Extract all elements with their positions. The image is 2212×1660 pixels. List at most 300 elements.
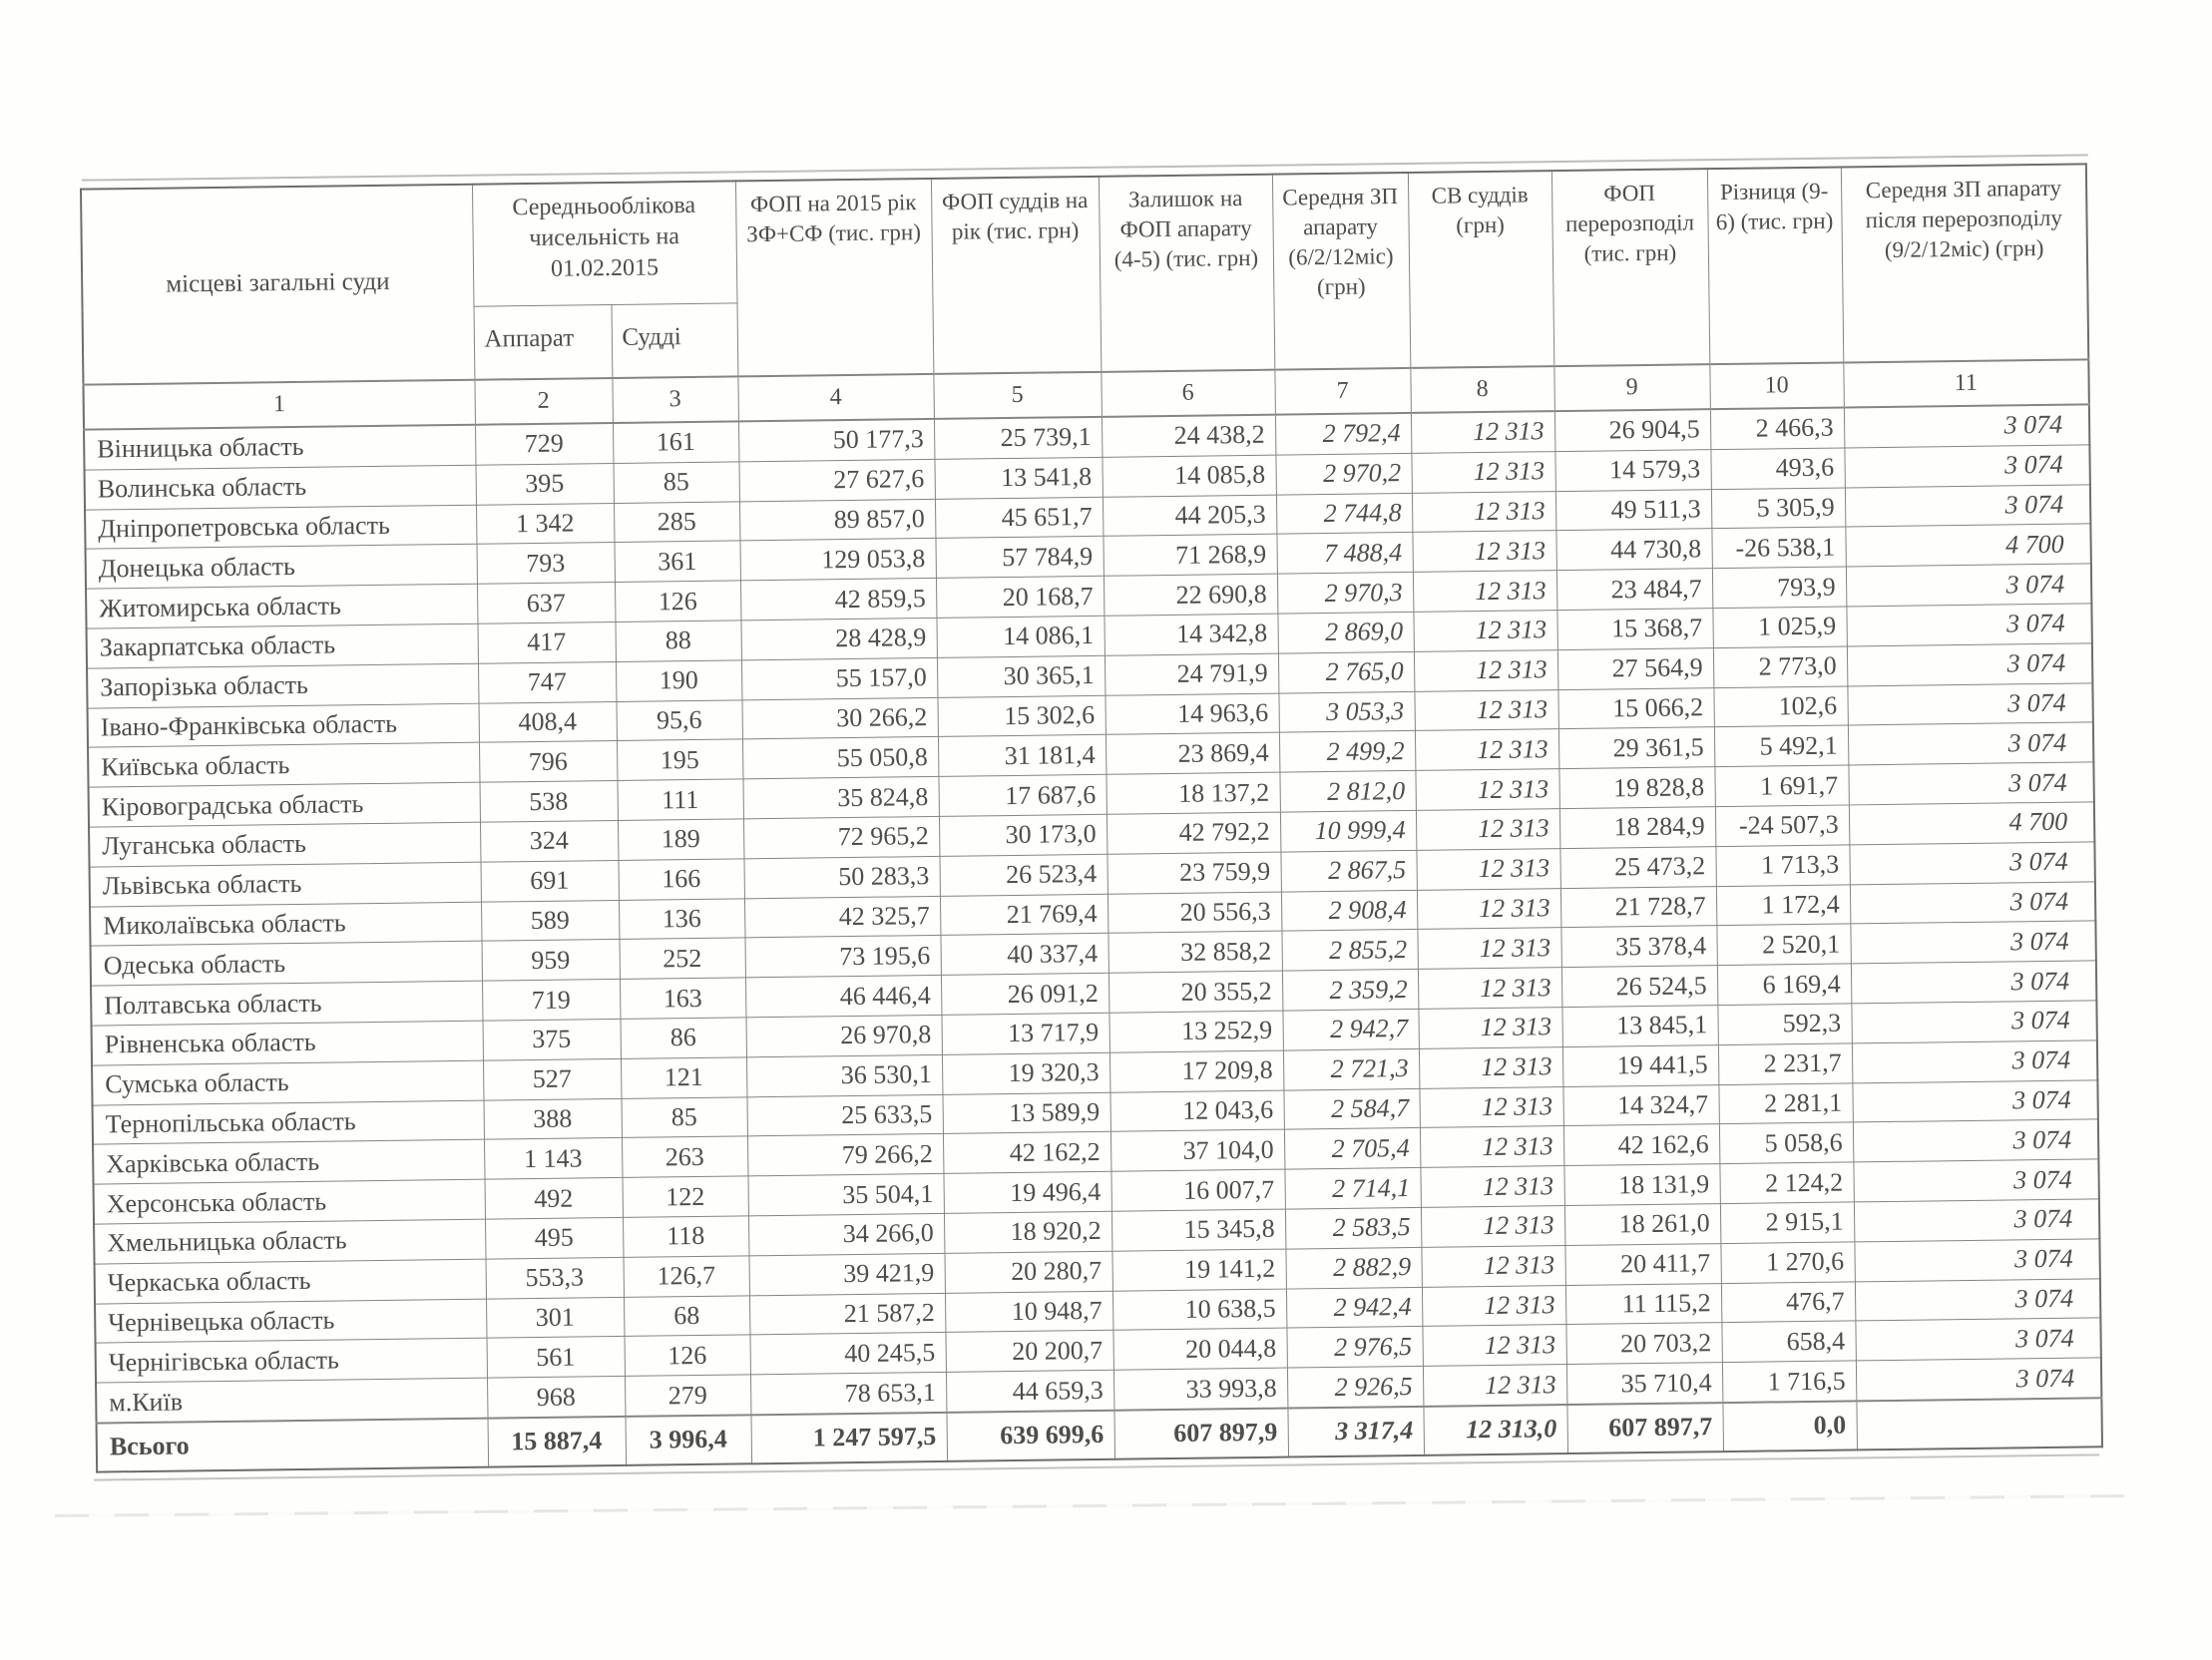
value-cell: 19 828,8 — [1558, 767, 1714, 809]
value-cell: 3 317,4 — [1287, 1407, 1424, 1457]
header-apparatus: Аппарат — [474, 304, 613, 380]
value-cell: 15 302,6 — [937, 695, 1105, 737]
value-cell: 12 313 — [1419, 1086, 1562, 1128]
value-cell: 2 942,4 — [1286, 1287, 1422, 1329]
value-cell: 19 496,4 — [943, 1171, 1110, 1213]
value-cell: 729 — [475, 423, 613, 465]
value-cell: 3 074 — [1852, 1040, 2097, 1083]
value-cell: 3 074 — [1846, 564, 2091, 607]
value-cell: 118 — [623, 1216, 748, 1257]
value-cell: 3 074 — [1845, 484, 2090, 527]
value-cell: 12 313 — [1417, 928, 1560, 970]
region-cell: Рівненська область — [92, 1021, 483, 1065]
value-cell: 2 721,3 — [1283, 1048, 1419, 1090]
value-cell: 20 556,3 — [1107, 892, 1281, 934]
header-judges: Судді — [611, 302, 737, 378]
value-cell: 3 074 — [1848, 722, 2093, 765]
value-cell: 22 690,8 — [1104, 574, 1277, 616]
region-cell: Запорізька область — [87, 663, 478, 708]
value-cell: 121 — [621, 1057, 746, 1098]
value-cell: 19 441,5 — [1562, 1044, 1718, 1086]
value-cell: 3 074 — [1850, 881, 2095, 924]
value-cell: 527 — [483, 1058, 621, 1100]
header-difference: Різниця (9-6) (тис. грн) — [1707, 168, 1843, 365]
value-cell: 20 044,8 — [1112, 1328, 1286, 1370]
value-cell: 44 659,3 — [946, 1370, 1113, 1412]
value-cell: 57 784,9 — [935, 537, 1103, 579]
value-cell: 12 313 — [1417, 888, 1560, 930]
value-cell: 71 268,9 — [1103, 535, 1276, 577]
value-cell: 12 313 — [1423, 1365, 1566, 1407]
value-cell: 3 074 — [1844, 404, 2089, 447]
header-region: місцеві загальні суди — [81, 185, 474, 385]
region-cell: Вінницька область — [84, 425, 475, 470]
value-cell: 607 897,9 — [1113, 1408, 1288, 1458]
value-cell: 73 195,6 — [744, 936, 940, 978]
value-cell: 122 — [622, 1176, 747, 1217]
region-cell: Всього — [97, 1419, 489, 1472]
value-cell: 3 074 — [1850, 921, 2095, 964]
value-cell: 2 466,3 — [1710, 407, 1844, 449]
column-number: 7 — [1274, 368, 1411, 415]
region-cell: Одеська область — [91, 942, 482, 987]
value-cell: 42 325,7 — [744, 896, 940, 938]
region-cell: Миколаївська область — [90, 902, 481, 947]
value-cell: 45 651,7 — [935, 497, 1103, 539]
value-cell: 17 687,6 — [938, 774, 1106, 816]
value-cell: 35 710,4 — [1566, 1363, 1722, 1405]
header-avg-salary-after: Середня ЗП апарату після перерозподілу (9/2/12міс) (грн) — [1841, 164, 2088, 362]
region-cell: Житомирська область — [86, 584, 477, 628]
column-number: 9 — [1553, 364, 1710, 411]
value-cell: 3 074 — [1847, 643, 2092, 686]
value-cell: 14 963,6 — [1105, 693, 1278, 735]
value-cell: 12 313 — [1418, 968, 1561, 1010]
value-cell: 417 — [478, 622, 616, 663]
value-cell: 32 858,2 — [1107, 931, 1281, 973]
value-cell: 12 313 — [1412, 531, 1555, 573]
value-cell: 14 342,8 — [1104, 614, 1277, 655]
value-cell: 5 058,6 — [1719, 1122, 1853, 1163]
value-cell: 24 438,2 — [1102, 415, 1275, 457]
value-cell: 793,9 — [1712, 567, 1846, 608]
region-cell: Хмельницька область — [94, 1219, 485, 1264]
value-cell: 42 792,2 — [1106, 812, 1280, 854]
value-cell: 2 792,4 — [1275, 413, 1411, 455]
value-cell: 195 — [617, 739, 742, 780]
value-cell: 37 104,0 — [1110, 1129, 1284, 1171]
value-cell: 15 887,4 — [488, 1417, 627, 1467]
value-cell: 12 313,0 — [1423, 1405, 1567, 1455]
value-cell: 34 266,0 — [748, 1213, 944, 1255]
value-cell: 86 — [620, 1018, 745, 1058]
value-cell: 111 — [617, 779, 742, 820]
value-cell: 301 — [486, 1297, 624, 1339]
value-cell: 30 173,0 — [939, 814, 1106, 856]
value-cell: 2 869,0 — [1277, 612, 1413, 653]
value-cell: 2 882,9 — [1285, 1247, 1421, 1289]
value-cell: 18 920,2 — [944, 1211, 1111, 1253]
value-cell: 13 717,9 — [941, 1013, 1108, 1054]
table-body — [84, 404, 2102, 1471]
value-cell: 20 355,2 — [1108, 971, 1282, 1013]
value-cell: 23 759,9 — [1106, 852, 1280, 894]
value-cell: 263 — [622, 1136, 747, 1177]
region-cell: Кіровоградська область — [89, 782, 480, 827]
value-cell: 639 699,6 — [946, 1411, 1114, 1461]
value-cell: 25 739,1 — [934, 417, 1102, 459]
header-sv-judges: СВ суддів (грн) — [1408, 171, 1553, 368]
value-cell: 189 — [618, 819, 743, 860]
value-cell: 4 700 — [1845, 524, 2090, 567]
value-cell: 42 162,6 — [1563, 1124, 1719, 1166]
value-cell: 163 — [620, 978, 745, 1019]
value-cell: 13 589,9 — [942, 1092, 1109, 1134]
value-cell: 50 283,3 — [743, 856, 939, 898]
region-cell: Закарпатська область — [87, 623, 478, 668]
value-cell: 796 — [479, 741, 617, 783]
value-cell: 2 359,2 — [1282, 970, 1418, 1012]
value-cell: 375 — [483, 1019, 621, 1060]
value-cell: 5 492,1 — [1714, 725, 1848, 766]
value-cell: 538 — [480, 781, 618, 823]
value-cell: 2 584,7 — [1283, 1088, 1419, 1130]
value-cell: 11 115,2 — [1565, 1283, 1721, 1325]
column-number: 11 — [1843, 359, 2089, 407]
value-cell: 26 904,5 — [1554, 409, 1710, 451]
region-cell: Херсонська область — [94, 1179, 485, 1224]
value-cell: 747 — [478, 661, 616, 703]
value-cell: 12 313 — [1413, 611, 1556, 652]
value-cell: 252 — [619, 938, 744, 979]
value-cell: 492 — [485, 1178, 623, 1220]
value-cell: 15 368,7 — [1556, 609, 1712, 650]
value-cell: 2 583,5 — [1285, 1207, 1421, 1249]
value-cell: 408,4 — [479, 701, 617, 743]
value-cell: 23 869,4 — [1106, 732, 1279, 774]
region-cell: Донецька область — [86, 545, 477, 590]
region-cell: Дніпропетровська область — [85, 505, 476, 550]
header-avg-salary: Середня ЗП апарату (6/2/12міс) (грн) — [1272, 173, 1410, 370]
value-cell: 607 897,7 — [1566, 1403, 1723, 1453]
value-cell: 2 908,4 — [1281, 890, 1417, 932]
value-cell: 129 053,8 — [739, 539, 935, 581]
region-cell: Чернігівська область — [96, 1338, 487, 1383]
value-cell: 18 284,9 — [1559, 807, 1715, 849]
value-cell: 35 504,1 — [747, 1174, 943, 1216]
value-cell: 3 074 — [1851, 1001, 2096, 1043]
value-cell: 14 085,8 — [1102, 455, 1275, 497]
value-cell: 40 245,5 — [749, 1333, 945, 1375]
column-number: 10 — [1709, 362, 1844, 409]
value-cell: 1 713,3 — [1715, 845, 1849, 886]
scan-artifact-streak — [55, 1494, 2130, 1517]
value-cell: 18 131,9 — [1563, 1164, 1719, 1206]
value-cell: 68 — [624, 1295, 749, 1336]
value-cell: 26 091,2 — [941, 973, 1108, 1015]
value-cell: -26 538,1 — [1711, 527, 1845, 568]
value-cell: 12 313 — [1421, 1245, 1564, 1287]
value-cell: 126 — [615, 581, 740, 622]
value-cell: 102,6 — [1713, 686, 1847, 727]
value-cell: 3 074 — [1848, 762, 2093, 805]
value-cell: 16 007,7 — [1110, 1169, 1284, 1211]
value-cell: 7 488,4 — [1276, 533, 1412, 575]
value-cell: 12 313 — [1415, 769, 1558, 811]
region-cell: Івано-Франківська область — [88, 703, 479, 748]
value-cell: 26 970,8 — [745, 1015, 941, 1056]
value-cell: 50 177,3 — [738, 419, 934, 462]
value-cell: 279 — [625, 1375, 750, 1417]
value-cell: 20 168,7 — [936, 577, 1104, 619]
value-cell: 20 411,7 — [1564, 1243, 1720, 1285]
value-cell: 968 — [487, 1377, 625, 1419]
value-cell: 2 926,5 — [1287, 1366, 1423, 1408]
value-cell: 20 280,7 — [944, 1251, 1111, 1293]
value-cell: 21 728,7 — [1560, 886, 1716, 928]
value-cell: 13 845,1 — [1561, 1006, 1717, 1047]
value-cell: 2 124,2 — [1719, 1162, 1853, 1203]
value-cell: 18 261,0 — [1564, 1204, 1720, 1246]
value-cell: 12 313 — [1414, 689, 1557, 731]
value-cell: 10 948,7 — [945, 1291, 1112, 1333]
value-cell: 2 744,8 — [1276, 493, 1412, 535]
value-cell: 85 — [613, 462, 738, 503]
value-cell: 959 — [482, 940, 620, 982]
value-cell: 12 313 — [1422, 1325, 1565, 1367]
value-cell: 1 716,5 — [1722, 1361, 1856, 1403]
value-cell: 3 074 — [1849, 842, 2094, 885]
value-cell: 31 181,4 — [938, 735, 1106, 777]
courts-funding-table — [80, 163, 2103, 1472]
region-cell: Полтавська область — [91, 981, 482, 1026]
value-cell: 126 — [624, 1335, 749, 1376]
value-cell: 324 — [480, 820, 618, 862]
value-cell: 12 313 — [1416, 809, 1559, 851]
value-cell: 12 313 — [1411, 451, 1554, 493]
value-cell: 19 320,3 — [942, 1052, 1109, 1094]
value-cell: 3 074 — [1854, 1239, 2099, 1282]
value-cell: 39 421,9 — [748, 1253, 944, 1295]
value-cell: 88 — [615, 621, 740, 661]
value-cell: 1 247 597,5 — [750, 1413, 947, 1463]
value-cell: 78 653,1 — [750, 1372, 946, 1415]
value-cell: 561 — [487, 1337, 625, 1379]
value-cell: 2 499,2 — [1279, 731, 1415, 773]
header-fop-judges: ФОП суддів на рік (тис. грн) — [931, 177, 1101, 374]
value-cell: 33 993,8 — [1113, 1368, 1287, 1410]
value-cell: 2 942,7 — [1282, 1009, 1418, 1050]
value-cell: 1 172,4 — [1716, 885, 1850, 926]
value-cell: 18 137,2 — [1106, 772, 1279, 814]
value-cell: 2 970,3 — [1277, 573, 1413, 615]
value-cell: 493,6 — [1710, 448, 1844, 489]
value-cell: 12 313 — [1414, 649, 1557, 691]
value-cell: 20 200,7 — [945, 1331, 1112, 1373]
value-cell: 14 086,1 — [936, 616, 1104, 657]
value-cell: 44 730,8 — [1555, 529, 1711, 571]
value-cell: 30 365,1 — [937, 655, 1105, 697]
value-cell: 5 305,9 — [1711, 488, 1845, 529]
column-number: 6 — [1101, 370, 1275, 417]
value-cell: 2 855,2 — [1281, 930, 1417, 972]
value-cell: 361 — [614, 541, 739, 582]
header-fop-2015: ФОП на 2015 рік ЗФ+СФ (тис. грн) — [735, 179, 933, 376]
region-cell: Черкаська область — [95, 1259, 486, 1304]
value-cell: 3 074 — [1847, 682, 2092, 725]
value-cell: 13 541,8 — [934, 457, 1102, 499]
value-cell: 35 824,8 — [742, 777, 938, 819]
value-cell: 3 074 — [1846, 604, 2091, 646]
value-cell: 2 773,0 — [1713, 646, 1847, 687]
value-cell: 166 — [618, 859, 743, 900]
value-cell: 55 157,0 — [741, 657, 937, 699]
column-number: 3 — [612, 376, 738, 423]
region-cell: Луганська область — [89, 822, 480, 867]
value-cell: 27 627,6 — [738, 459, 934, 501]
value-cell: 2 705,4 — [1284, 1128, 1420, 1170]
value-cell: 55 050,8 — [742, 737, 938, 779]
value-cell: 10 638,5 — [1112, 1289, 1286, 1331]
value-cell: 23 484,7 — [1556, 569, 1712, 611]
region-cell: Волинська область — [85, 465, 476, 510]
table-container — [80, 163, 2101, 1472]
value-cell: 15 345,8 — [1111, 1209, 1285, 1251]
value-cell: 388 — [484, 1098, 622, 1140]
value-cell: 29 361,5 — [1558, 727, 1714, 769]
value-cell: 12 043,6 — [1109, 1090, 1283, 1132]
value-cell: 2 281,1 — [1718, 1082, 1852, 1123]
value-cell: 2 976,5 — [1286, 1327, 1422, 1369]
header-fop-redistribution: ФОП перерозподіл (тис. грн) — [1551, 169, 1709, 366]
column-number: 2 — [474, 378, 613, 425]
value-cell: 3 074 — [1852, 1079, 2097, 1122]
column-number: 8 — [1410, 366, 1554, 413]
value-cell: 553,3 — [486, 1257, 624, 1299]
value-cell: 79 266,2 — [747, 1134, 943, 1176]
value-cell: 691 — [481, 860, 619, 902]
value-cell: 1 691,7 — [1714, 765, 1848, 806]
value-cell: 21 769,4 — [940, 894, 1107, 936]
value-cell: 12 313 — [1413, 571, 1556, 613]
header-row-main — [81, 164, 2087, 310]
value-cell: 136 — [619, 898, 744, 939]
value-cell: 15 066,2 — [1557, 687, 1713, 729]
value-cell: 3 074 — [1853, 1159, 2098, 1202]
value-cell: 1 342 — [476, 503, 614, 545]
value-cell: 3 074 — [1855, 1278, 2100, 1321]
value-cell: 10 999,4 — [1280, 810, 1416, 852]
region-cell: Харківська область — [93, 1140, 484, 1185]
region-cell: Тернопільська область — [93, 1100, 484, 1145]
value-cell: 27 564,9 — [1557, 647, 1713, 689]
value-cell: 89 857,0 — [739, 499, 935, 541]
value-cell: 2 231,7 — [1718, 1043, 1852, 1084]
value-cell: 719 — [482, 980, 620, 1022]
value-cell: 14 579,3 — [1554, 449, 1710, 491]
value-cell: 26 524,5 — [1561, 966, 1717, 1008]
value-cell: 2 765,0 — [1278, 651, 1414, 693]
value-cell: 2 970,2 — [1275, 453, 1411, 495]
value-cell: 12 313 — [1421, 1206, 1564, 1248]
region-cell: Чернівецька область — [95, 1299, 486, 1344]
region-cell: Львівська область — [90, 862, 481, 907]
value-cell: 42 859,5 — [740, 579, 936, 621]
value-cell: 0,0 — [1722, 1401, 1857, 1452]
value-cell: 12 313 — [1418, 1008, 1561, 1049]
value-cell: 190 — [616, 660, 741, 701]
value-cell: 1 270,6 — [1720, 1242, 1854, 1283]
value-cell: 12 313 — [1420, 1166, 1563, 1208]
header-avg-headcount-group: Середньооблікова чисельність на 01.02.2015 — [472, 181, 737, 305]
value-cell: 2 812,0 — [1279, 771, 1415, 813]
value-cell: 637 — [477, 583, 615, 624]
value-cell: 17 209,8 — [1109, 1050, 1283, 1092]
value-cell: 495 — [485, 1217, 623, 1259]
value-cell: 1 025,9 — [1712, 607, 1846, 647]
value-cell: 35 378,4 — [1560, 926, 1716, 968]
column-number: 4 — [737, 374, 934, 421]
value-cell: 395 — [476, 463, 614, 505]
value-cell: 36 530,1 — [746, 1054, 942, 1096]
value-cell: -24 507,3 — [1715, 805, 1849, 846]
value-cell: 49 511,3 — [1555, 489, 1711, 531]
value-cell: 13 252,9 — [1108, 1011, 1282, 1052]
value-cell: 3 074 — [1844, 445, 2089, 488]
value-cell: 85 — [621, 1096, 746, 1137]
region-cell: м.Київ — [96, 1378, 487, 1423]
region-cell: Київська область — [88, 743, 479, 788]
value-cell: 12 313 — [1416, 848, 1559, 890]
value-cell: 592,3 — [1717, 1004, 1851, 1044]
value-cell: 2 915,1 — [1720, 1202, 1854, 1243]
value-cell: 793 — [477, 543, 615, 585]
value-cell: 12 313 — [1412, 491, 1555, 533]
value-cell: 285 — [614, 501, 739, 542]
value-cell: 40 337,4 — [940, 934, 1107, 976]
value-cell: 658,4 — [1721, 1321, 1855, 1362]
value-cell: 46 446,4 — [745, 976, 941, 1018]
value-cell: 2 867,5 — [1280, 850, 1416, 892]
header-fop-balance: Залишок на ФОП апарату (4-5) (тис. грн) — [1099, 175, 1274, 372]
value-cell: 476,7 — [1721, 1281, 1855, 1322]
value-cell: 3 053,3 — [1278, 691, 1414, 733]
region-cell: Сумська область — [92, 1060, 483, 1105]
value-cell: 12 313 — [1415, 729, 1558, 771]
value-cell: 26 523,4 — [939, 854, 1106, 896]
value-cell: 126,7 — [623, 1256, 748, 1297]
value-cell: 3 074 — [1856, 1358, 2101, 1401]
value-cell: 28 428,9 — [740, 618, 936, 659]
value-cell: 3 074 — [1854, 1199, 2099, 1242]
value-cell — [1856, 1398, 2102, 1450]
column-number: 1 — [83, 380, 475, 430]
value-cell: 1 143 — [484, 1138, 622, 1180]
value-cell: 12 313 — [1420, 1126, 1563, 1168]
value-cell: 3 074 — [1855, 1318, 2100, 1361]
value-cell: 20 703,2 — [1565, 1323, 1721, 1365]
value-cell: 19 141,2 — [1111, 1249, 1285, 1291]
value-cell: 25 633,5 — [746, 1094, 942, 1136]
value-cell: 21 587,2 — [749, 1293, 945, 1335]
value-cell: 44 205,3 — [1103, 495, 1276, 537]
value-cell: 4 700 — [1849, 802, 2094, 845]
value-cell: 14 324,7 — [1562, 1084, 1718, 1126]
column-number: 5 — [933, 372, 1102, 419]
value-cell: 3 996,4 — [626, 1415, 752, 1465]
value-cell: 72 965,2 — [743, 816, 939, 858]
value-cell: 42 162,2 — [943, 1132, 1110, 1174]
